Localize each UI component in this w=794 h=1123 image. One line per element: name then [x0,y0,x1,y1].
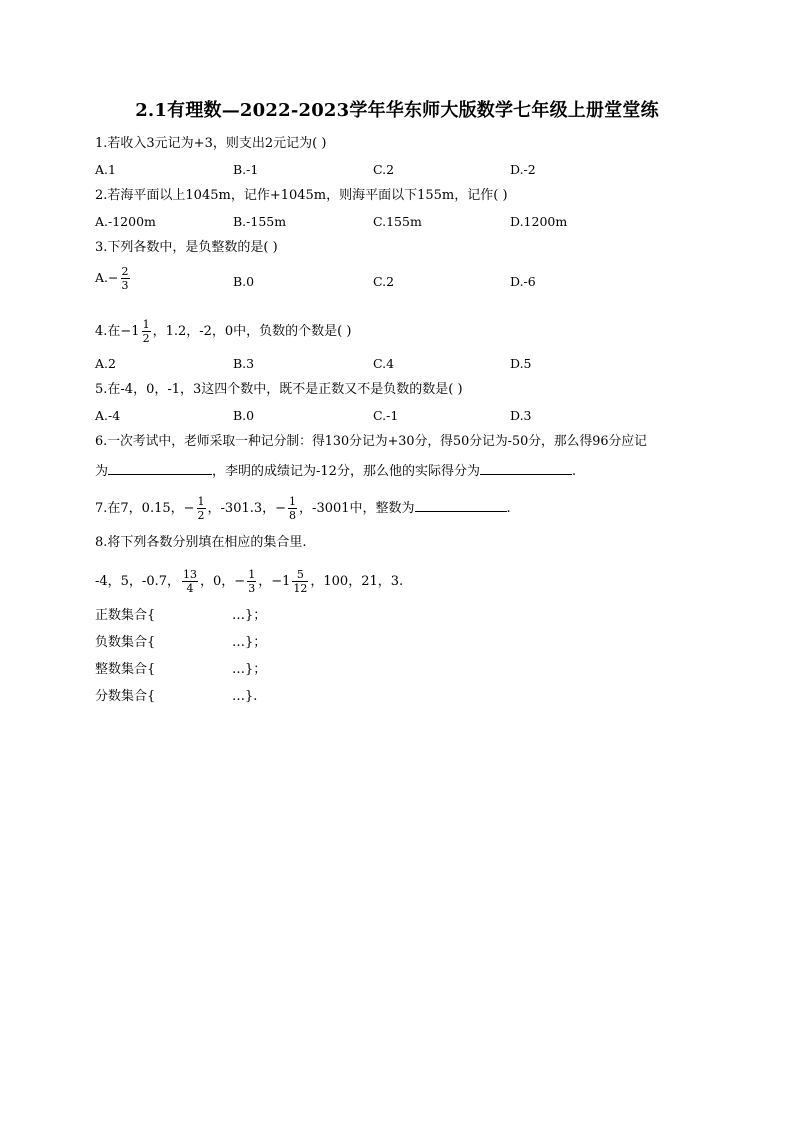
fraction [247,568,256,595]
fraction-denominator: 3 [248,582,256,595]
q4-option-d: D.5 [510,356,532,371]
q8-numbers [95,568,403,595]
q2-option-a: A.-1200m [95,214,156,229]
fraction-numerator: 1 [289,495,297,508]
set-close: …}. [232,689,258,704]
q7-end: . [506,501,511,516]
q4-option-c: C.4 [373,356,395,371]
minus-sign: − [108,270,119,285]
question-1: 1.若收入3元记为+3，则支出2元记为( ) [95,136,327,151]
option-label: A. [95,270,109,285]
fraction [182,568,198,595]
mixed-whole: −1 [271,574,291,589]
set-label: 正数集合{ [95,608,156,623]
q3-option-d: D.-6 [510,274,536,289]
q4-suffix: ，1.2，-2，0中，负数的个数是( ) [152,324,352,339]
q2-option-c: C.155m [373,214,422,229]
q2-option-d: D.1200m [510,214,568,229]
fraction-numerator: 1 [197,495,205,508]
fraction-numerator: 2 [121,265,129,278]
fraction [121,265,130,292]
q4-option-a: A.2 [95,356,116,371]
question-3: 3.下列各数中，是负整数的是( ) [95,240,278,255]
question-7 [95,495,511,522]
q3-option-b: B.0 [233,274,255,289]
fraction-denominator: 4 [186,582,194,595]
fraction-denominator: 8 [289,509,297,522]
fraction-numerator: 5 [292,568,308,582]
fraction [288,495,297,522]
q5-option-d: D.3 [510,408,532,423]
fraction-numerator: 1 [248,568,256,581]
set-positive [95,607,267,625]
q3-option-a [95,265,132,292]
answer-blank-3 [415,497,507,512]
q5-option-c: C.-1 [373,408,399,423]
q8-numbers-c: ， [258,574,272,589]
q7-prefix: 7.在7，0.15， [95,501,184,516]
question-6-line-1: 6.一次考试中，老师采取一种记分制：得130分记为+30分，得50分记为-50分，那么得96分应记 [95,434,647,449]
q1-option-d: D.-2 [510,162,536,177]
set-label: 整数集合{ [95,662,156,677]
fraction [292,568,308,595]
page-title: 2.1有理数—2022-2023学年华东师大版数学七年级上册堂堂练 [135,100,659,121]
q1-option-a: A.1 [95,162,116,177]
q4-prefix: 4.在 [95,324,121,339]
set-label: 分数集合{ [95,689,156,704]
set-integer [95,661,267,679]
q8-numbers-a: -4，5，-0.7， [95,574,181,589]
fraction-numerator: 1 [142,318,150,331]
q6-text-c: . [571,464,577,479]
set-close: …}； [232,635,267,650]
minus-sign: − [183,501,195,516]
q8-numbers-d: ，100，21，3. [310,574,404,589]
q5-option-b: B.0 [233,408,255,423]
fraction-numerator: 13 [183,568,198,581]
question-4 [95,318,351,345]
question-2: 2.若海平面以上1045m，记作+1045m，则海平面以下155m，记作( ) [95,188,508,203]
q2-option-b: B.-155m [233,214,287,229]
set-label: 负数集合{ [95,635,156,650]
answer-blank-1 [108,460,212,475]
q5-option-a: A.-4 [95,408,121,423]
answer-blank-2 [480,460,572,475]
q1-option-c: C.2 [373,162,395,177]
fraction-denominator: 2 [142,332,150,345]
fraction-denominator: 2 [197,509,205,522]
fraction [197,495,206,522]
q7-middle: ，-301.3， [207,501,276,516]
mixed-whole: −1 [120,324,140,339]
question-8: 8.将下列各数分别填在相应的集合里. [95,535,307,550]
minus-sign: − [275,501,287,516]
q1-option-b: B.-1 [233,162,259,177]
q8-numbers-b: ，0， [200,574,235,589]
question-6-line-2 [95,460,576,481]
fraction [142,318,151,345]
fraction-denominator: 3 [121,279,129,292]
question-5: 5.在-4，0，-1，3这四个数中，既不是正数又不是负数的数是( ) [95,382,463,397]
q4-option-b: B.3 [233,356,255,371]
fraction-denominator: 12 [293,582,308,595]
minus-sign: − [234,574,246,589]
set-negative [95,634,267,652]
set-close: …}； [232,662,267,677]
q3-option-c: C.2 [373,274,395,289]
q7-suffix: ，-3001中，整数为 [299,501,415,516]
set-fraction [95,688,258,706]
q6-text-a: 为 [95,464,109,479]
q6-text-b: ，李明的成绩记为-12分，那么他的实际得分为 [212,464,480,479]
set-close: …}； [232,608,267,623]
